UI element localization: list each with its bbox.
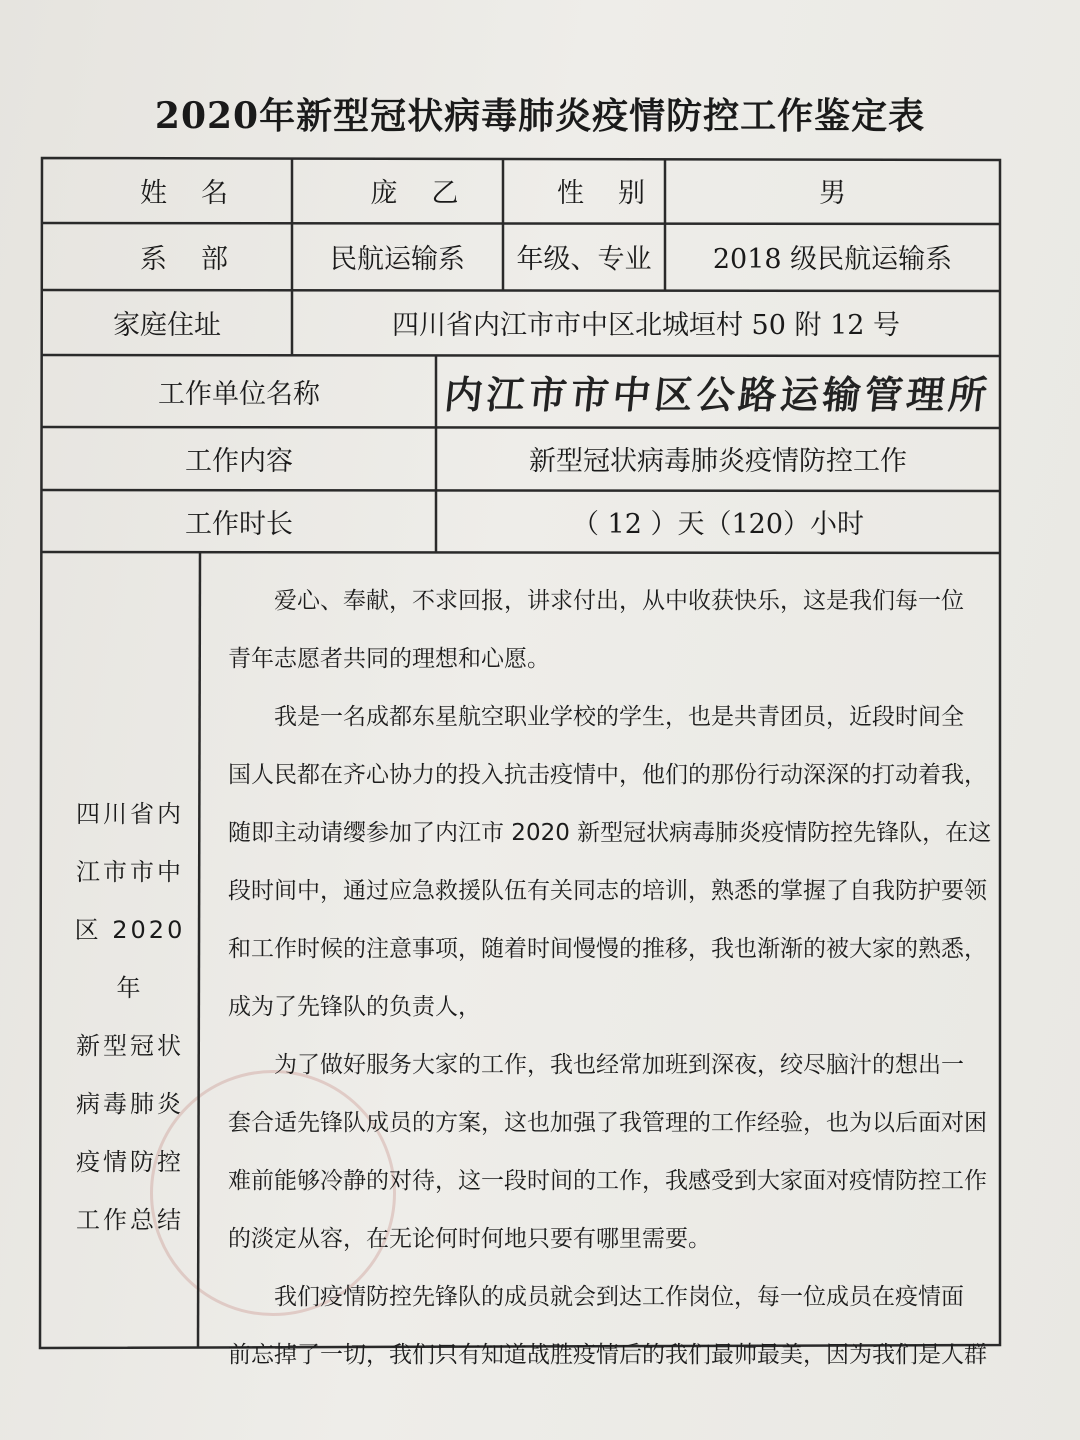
summary-label-line: 病毒肺炎: [76, 1090, 184, 1118]
summary-line: 的淡定从容，在无论何时何地只要有哪里需要。: [228, 1226, 711, 1252]
summary-line: 为了做好服务大家的工作，我也经常加班到深夜，绞尽脑汁的想出一: [274, 1052, 964, 1078]
summary-line: 前忘掉了一切，我们只有知道战胜疫情后的我们最帅最美，因为我们是人群: [228, 1342, 987, 1368]
grade-value: 2018 级民航运输系: [712, 244, 953, 275]
name-value: 庞乙: [370, 178, 493, 209]
summary-line: 我是一名成都东星航空职业学校的学生，也是共青团员，近段时间全: [274, 704, 964, 730]
summary-line: 青年志愿者共同的理想和心愿。: [228, 646, 550, 672]
summary-line: 爱心、奉献，不求回报，讲求付出，从中收获快乐，这是我们每一位: [274, 588, 964, 614]
address-value: 四川省内江市市中区北城垣村 50 附 12 号: [391, 310, 901, 341]
summary-label: [60, 785, 200, 1249]
grade-label: 年级、专业: [516, 244, 652, 275]
summary-line: 成为了先锋队的负责人，: [228, 994, 481, 1020]
summary-line: 套合适先锋队成员的方案，这也加强了我管理的工作经验，也为以后面对困: [228, 1110, 987, 1136]
summary-label-line: 新型冠状: [76, 1032, 184, 1060]
summary-line: 难前能够冷静的对待，这一段时间的工作，我感受到大家面对疫情防控工作: [228, 1168, 987, 1194]
content-label: 工作内容: [185, 446, 293, 477]
summary-line: 和工作时候的注意事项，随着时间慢慢的推移，我也渐渐的被大家的熟悉，: [228, 936, 987, 962]
summary-label-line: 疫情防控: [76, 1148, 184, 1176]
summary-label-line: 四川省内: [76, 800, 184, 828]
summary-label-line: 区 2020 年: [74, 916, 186, 1002]
form-title: 2020年新型冠状病毒肺炎疫情防控工作鉴定表: [154, 95, 926, 137]
summary-body: [228, 572, 1004, 1384]
summary-line: 国人民都在齐心协力的投入抗击疫情中，他们的那份行动深深的打动着我，: [228, 762, 987, 788]
unit-label: 工作单位名称: [158, 378, 320, 410]
summary-line: 随即主动请缨参加了内江市 2020 新型冠状病毒肺炎疫情防控先锋队，在这: [228, 820, 992, 846]
summary-line: 段时间中，通过应急救援队伍有关同志的培训，熟悉的掌握了自我防护要领: [228, 878, 987, 904]
summary-line: 我们疫情防控先锋队的成员就会到达工作岗位，每一位成员在疫情面: [274, 1284, 964, 1310]
duration-label: 工作时长: [185, 508, 293, 540]
summary-label-line: 工作总结: [76, 1206, 184, 1234]
dept-value: 民航运输系: [330, 244, 465, 275]
duration-value: （ 12 ）天（120）小时: [571, 508, 865, 540]
dept-label: 系部: [140, 244, 262, 275]
address-label: 家庭住址: [113, 310, 221, 341]
gender-value: 男: [819, 178, 846, 209]
name-label: 姓名: [140, 178, 262, 209]
unit-value-handwritten: 内江市市中区公路运输管理所: [442, 372, 993, 417]
content-value: 新型冠状病毒肺炎疫情防控工作: [529, 446, 907, 477]
summary-label-line: 江市市中: [76, 858, 184, 886]
gender-label: 性别: [557, 178, 679, 209]
